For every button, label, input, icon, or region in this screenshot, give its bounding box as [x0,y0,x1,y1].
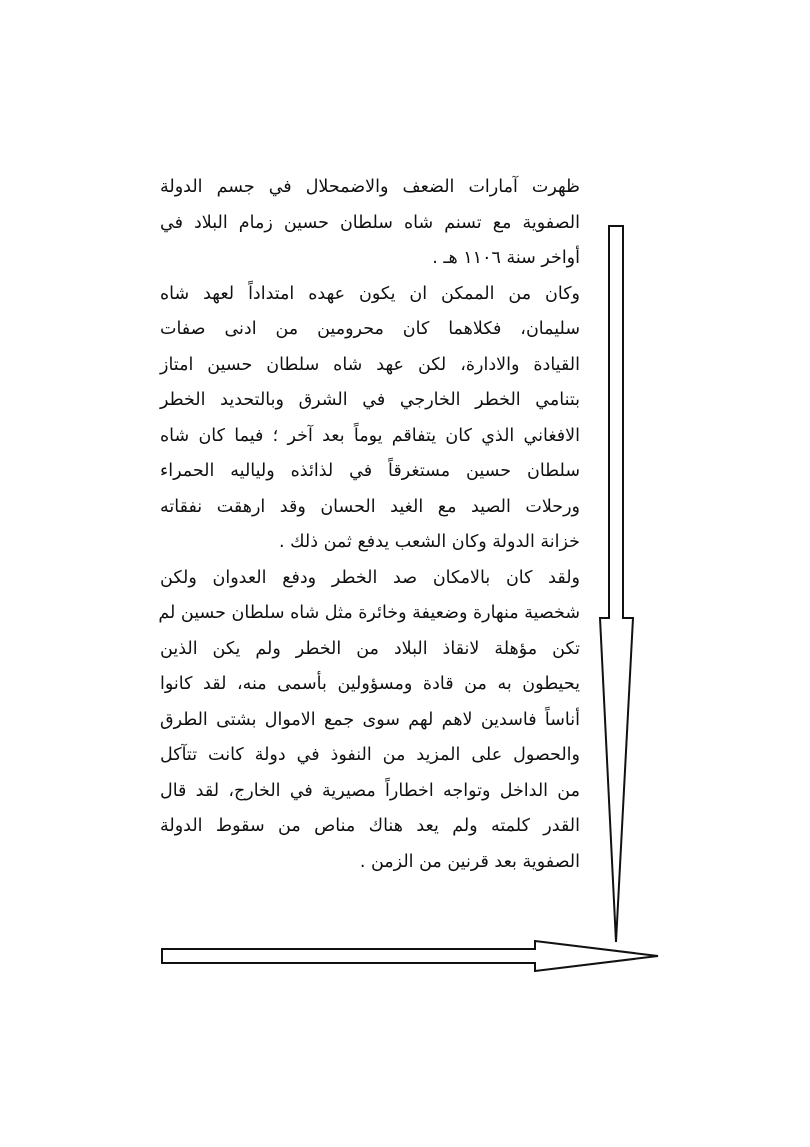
right-arrow-icon [162,941,658,971]
text-line: سلطان حسين مستغرقاً في لذائذه ولياليه الحمراء [160,461,580,481]
text-line: الافغاني الذي كان يتفاقم يوماً بعد آخر ؛ فيما كان شاه [160,425,580,446]
text-line: شخصية منهارة وضعيفة وخائرة مثل شاه سلطان حسين لم [158,603,580,623]
text-line: وكان من الممكن ان يكون عهده امتداداً لعهد شاه [160,283,580,304]
text-line: سليمان، فكلاهما كان محرومين من ادنى صفات [160,319,580,339]
down-arrow-icon [600,226,633,942]
text-line: ورحلات الصيد مع الغيد الحسان وقد ارهقت نفقاته [160,496,580,517]
text-line: خزانة الدولة وكان الشعب يدفع ثمن ذلك . [279,532,580,552]
text-line: بتنامي الخطر الخارجي في الشرق وبالتحديد الخطر [160,390,580,410]
text-line: القدر كلمته ولم يعد هناك مناص من سقوط الدولة [160,816,580,836]
text-line: من الداخل وتواجه اخطاراً مصيرية في الخارج، لقد قال [160,780,580,801]
text-line: ولقد كان بالامكان صد الخطر ودفع العدوان ولكن [160,567,580,588]
text-line: ظهرت آمارات الضعف والاضمحلال في جسم الدولة [160,177,580,197]
text-line: والحصول على المزيد من النفوذ في دولة كانت تتآكل [160,745,580,765]
text-line: تكن مؤهلة لانقاذ البلاد من الخطر ولم يكن الذين [160,638,580,659]
text-line: أناساً فاسدين لاهم لهم سوى جمع الاموال بشتى الطرق [160,709,580,730]
text-line: الصفوية بعد قرنين من الزمن . [359,851,580,872]
text-line: القيادة والادارة، لكن عهد شاه سلطان حسين امتاز [160,354,580,375]
text-line: يحيطون به من قادة ومسؤولين بأسمى منه، لقد كانوا [160,674,580,694]
text-line: الصفوية مع تسنم شاه سلطان حسين زمام البلاد في [160,212,580,233]
text-line: أواخر سنة ١١٠٦ هـ . [432,248,580,268]
